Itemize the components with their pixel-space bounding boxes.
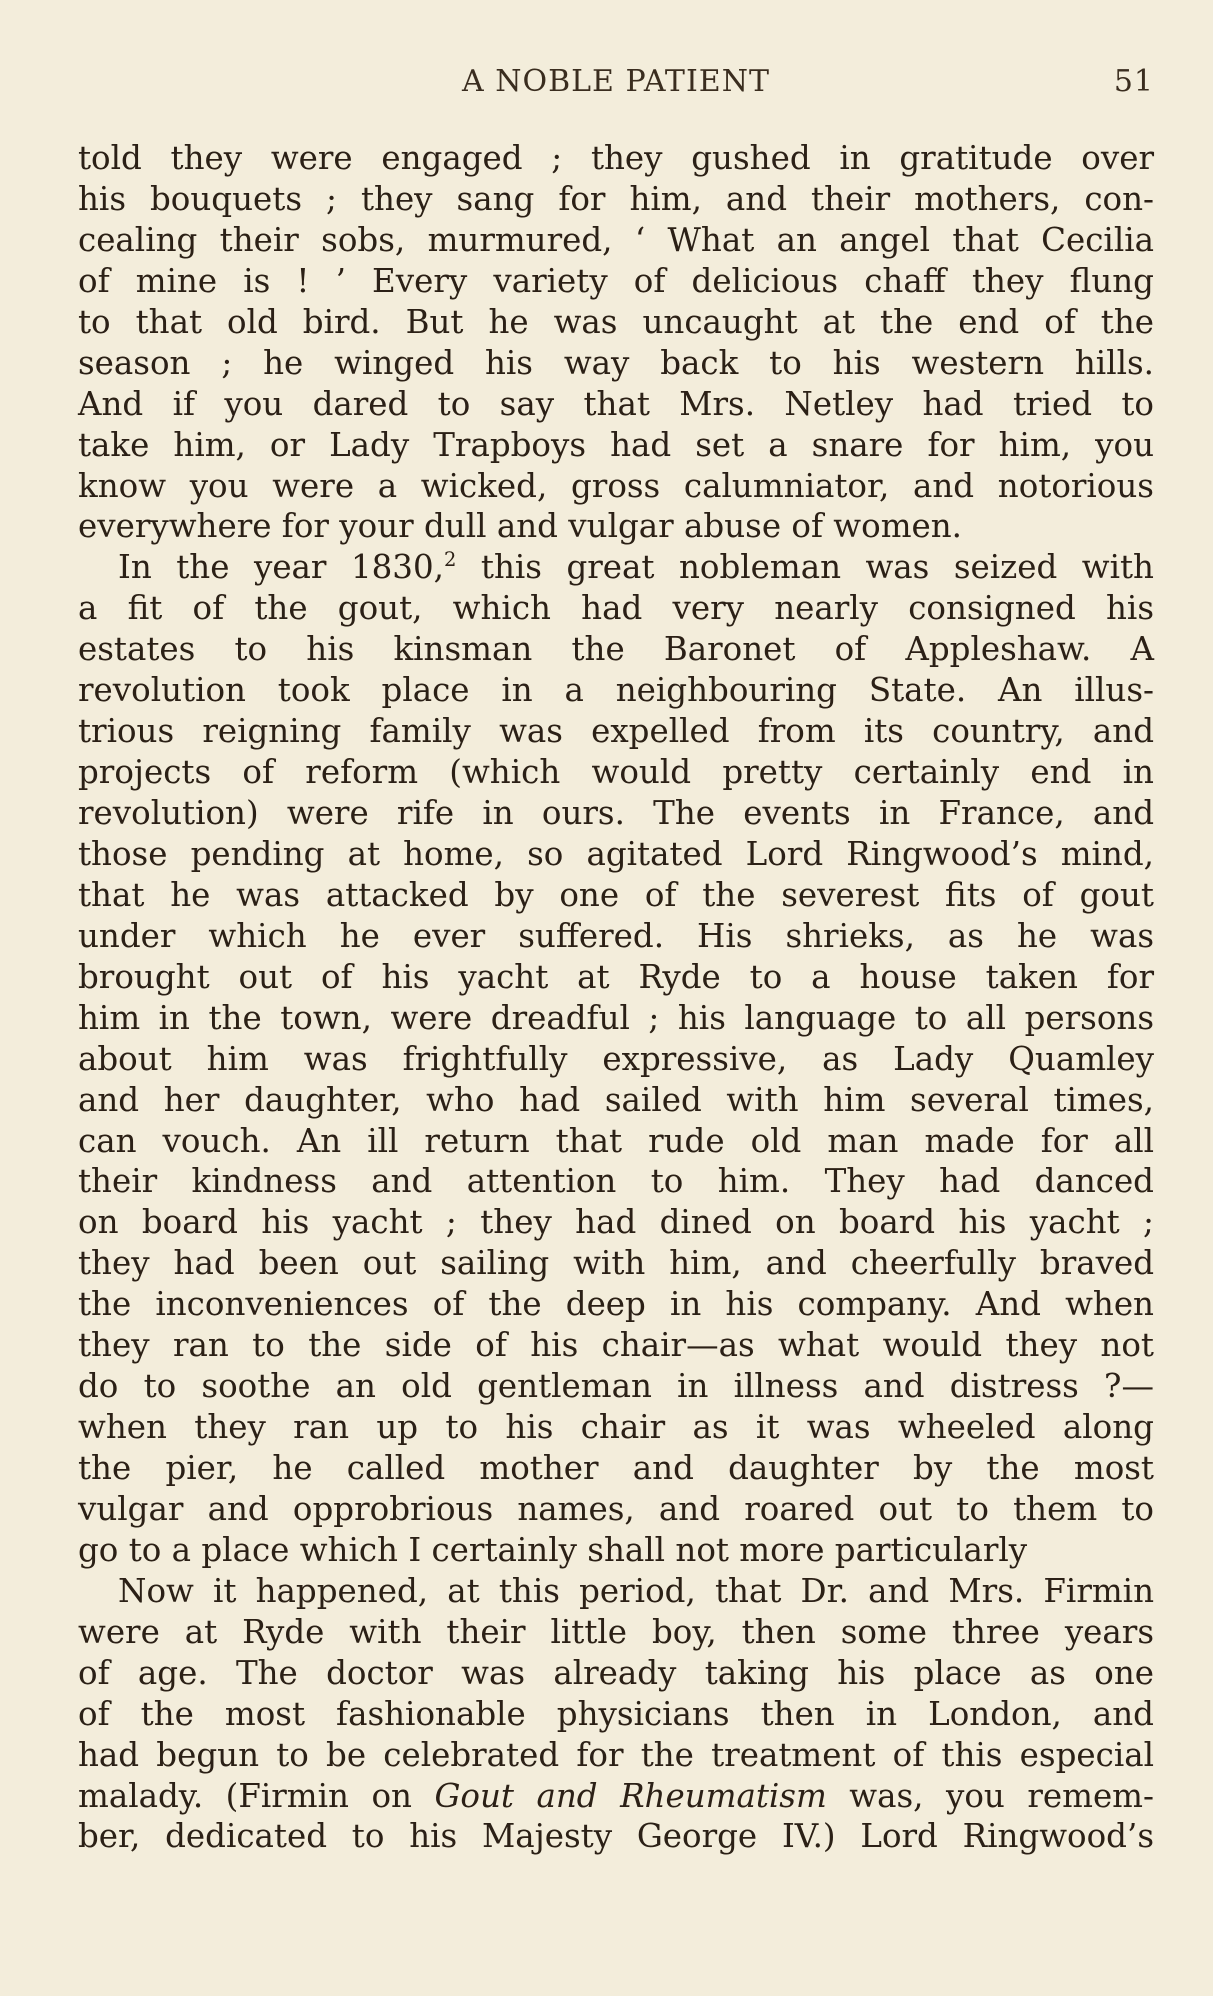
running-title: A NOBLE PATIENT bbox=[462, 64, 770, 99]
body-text bbox=[78, 138, 1154, 1857]
text-line: revolution) were rife in ours. The events in France, and bbox=[78, 794, 1154, 832]
text-line bbox=[78, 547, 1154, 588]
text-line: the inconveniences of the deep in his company. And when bbox=[78, 1285, 1154, 1324]
text-line: ber, dedicated to his Majesty George IV.) Lord Ringwood’s bbox=[78, 1817, 1154, 1856]
text-line: and her daughter, who had sailed with him several times, bbox=[78, 1080, 1154, 1119]
book-title-italic: Gout and Rheumatism bbox=[434, 1776, 827, 1815]
text-line: season ; he winged his way back to his western hills. bbox=[78, 343, 1154, 382]
text-line: the pier, he called mother and daughter by the most bbox=[78, 1449, 1154, 1487]
text-line: of age. The doctor was already taking his place as one bbox=[78, 1653, 1154, 1692]
text-line: they had been out sailing with him, and cheerfully braved bbox=[78, 1244, 1154, 1283]
text-fragment: In the year 1830, bbox=[118, 548, 444, 587]
paragraph-2 bbox=[78, 547, 1154, 1570]
text-line bbox=[78, 1776, 1154, 1817]
text-line: on board his yacht ; they had dined on board his yacht ; bbox=[78, 1203, 1154, 1242]
text-line: brought out of his yacht at Ryde to a house taken for bbox=[78, 957, 1154, 996]
text-line: to that old bird. But he was uncaught at the end of the bbox=[78, 302, 1154, 341]
footnote-marker: 2 bbox=[444, 548, 457, 572]
text-line: had begun to be celebrated for the treatment of this especial bbox=[78, 1735, 1154, 1774]
text-line: that he was attacked by one of the severest fits of gout bbox=[78, 875, 1154, 914]
text-line: a fit of the gout, which had very nearly consigned his bbox=[78, 589, 1154, 628]
text-fragment: was, you remem- bbox=[826, 1776, 1154, 1815]
text-line: everywhere for your dull and vulgar abuse of women. bbox=[78, 507, 963, 546]
text-line: revolution took place in a neighbouring State. An illus- bbox=[78, 671, 1154, 710]
page-header bbox=[78, 64, 1154, 104]
text-line: cealing their sobs, murmured, ‘ What an angel that Cecilia bbox=[78, 220, 1154, 259]
text-line: their kindness and attention to him. They had danced bbox=[78, 1162, 1154, 1201]
text-line: of the most fashionable physicians then in London, and bbox=[78, 1694, 1154, 1733]
text-line: go to a place which I certainly shall not more particularly bbox=[78, 1530, 1028, 1569]
paragraph-3 bbox=[78, 1571, 1154, 1858]
text-line: his bouquets ; they sang for him, and their mothers, con- bbox=[78, 179, 1154, 218]
text-line: And if you dared to say that Mrs. Netley had tried to bbox=[78, 384, 1154, 423]
text-line: they ran to the side of his chair—as what would they not bbox=[78, 1326, 1154, 1365]
page-number: 51 bbox=[1113, 64, 1154, 99]
text-line: told they were engaged ; they gushed in gratitude over bbox=[78, 139, 1154, 177]
text-line: trious reigning family was expelled from its country, and bbox=[78, 712, 1154, 751]
text-line: him in the town, were dreadful ; his language to all persons bbox=[78, 998, 1154, 1037]
text-line: estates to his kinsman the Baronet of Appleshaw. A bbox=[78, 630, 1154, 669]
text-line: Now it happened, at this period, that Dr. and Mrs. Firmin bbox=[118, 1571, 1154, 1610]
text-fragment: this great nobleman was seized with bbox=[456, 548, 1154, 587]
text-fragment: malady. (Firmin on bbox=[78, 1776, 435, 1815]
text-line: vulgar and opprobrious names, and roared out to them to bbox=[78, 1489, 1154, 1528]
text-line: of mine is ! ’ Every variety of delicious chaff they flung bbox=[78, 261, 1154, 300]
text-line: about him was frightfully expressive, as Lady Quamley bbox=[78, 1039, 1154, 1078]
text-line: do to soothe an old gentleman in illness and distress ?— bbox=[78, 1367, 1154, 1406]
text-line: when they ran up to his chair as it was wheeled along bbox=[78, 1408, 1154, 1447]
paragraph-1 bbox=[78, 138, 1154, 547]
text-line: can vouch. An ill return that rude old man made for all bbox=[78, 1121, 1154, 1160]
text-line: under which he ever suffered. His shrieks, as he was bbox=[78, 916, 1154, 955]
text-line: know you were a wicked, gross calumniator, and notorious bbox=[78, 466, 1154, 505]
text-line: those pending at home, so agitated Lord Ringwood’s mind, bbox=[78, 834, 1154, 873]
text-line: projects of reform (which would pretty certainly end in bbox=[78, 753, 1154, 792]
text-line: were at Ryde with their little boy, then some three years bbox=[78, 1612, 1154, 1651]
text-line: take him, or Lady Trapboys had set a snare for him, you bbox=[78, 425, 1154, 464]
